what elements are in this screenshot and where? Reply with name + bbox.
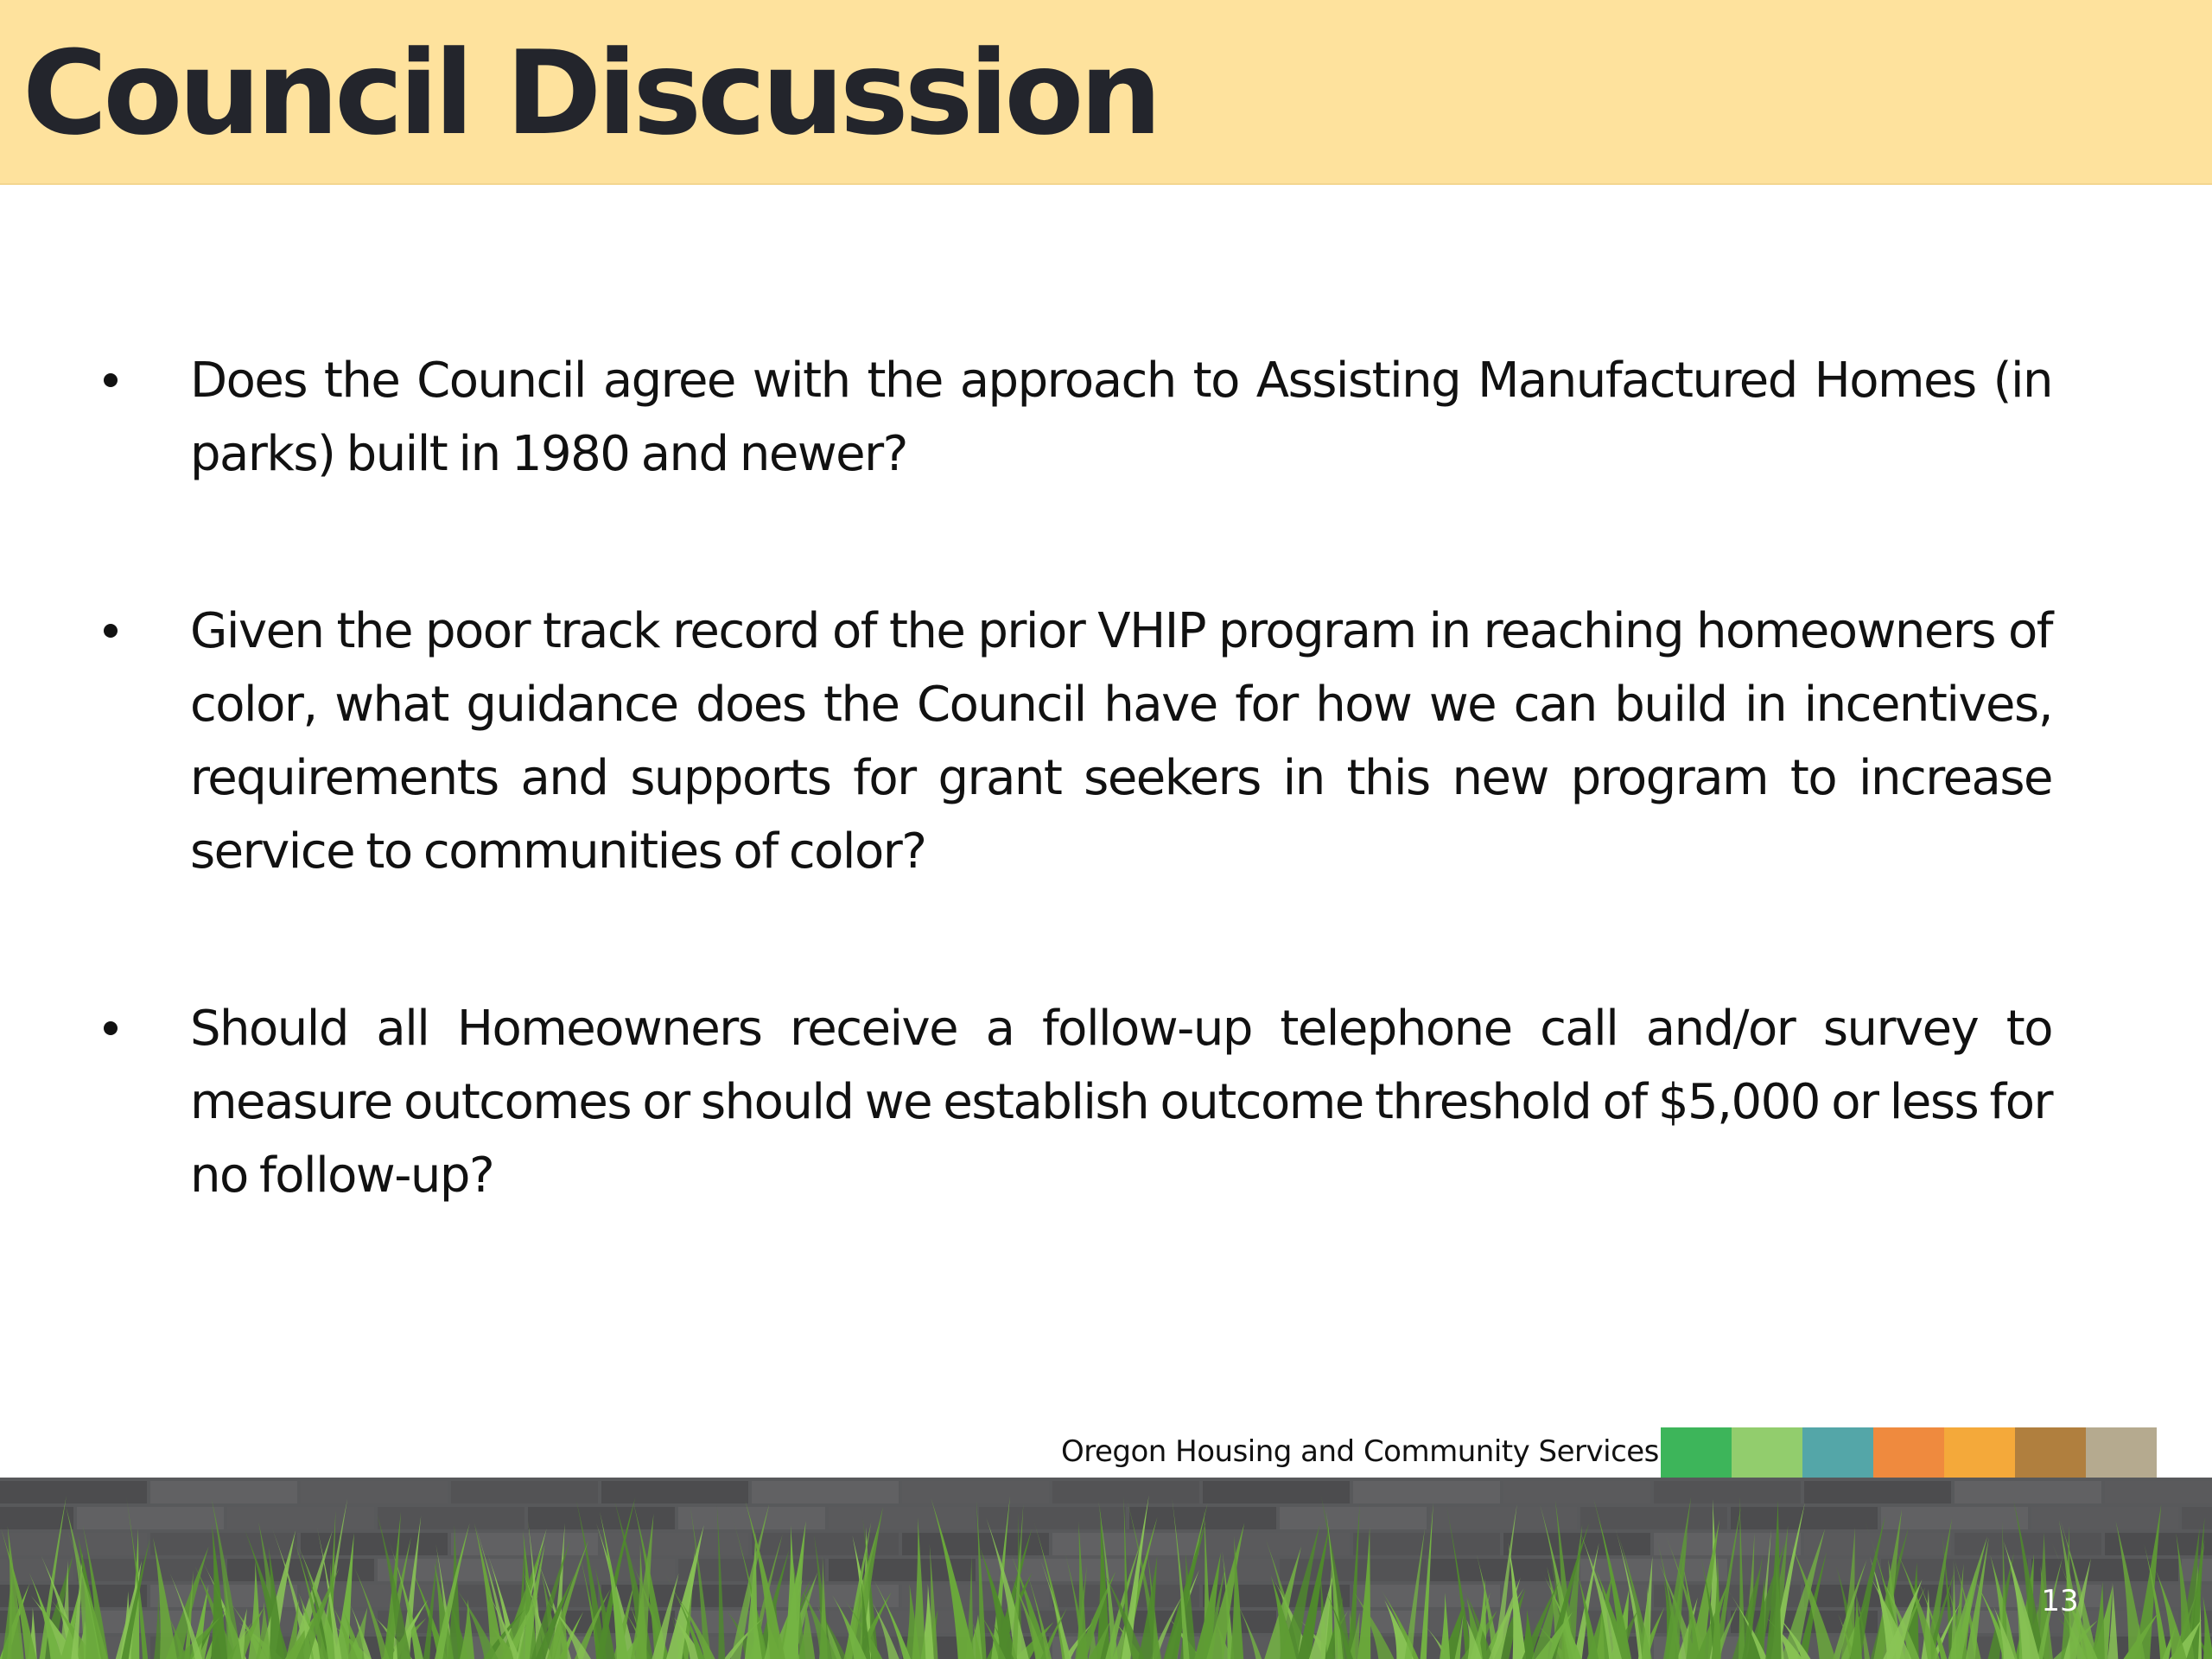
brick [1654, 1481, 1801, 1503]
brick [1580, 1507, 1727, 1529]
brick [1955, 1481, 2101, 1503]
brick [2031, 1507, 2178, 1529]
brick-wall-grass-footer [0, 1478, 2212, 1659]
brick [528, 1559, 675, 1581]
bullet-item [104, 992, 2052, 1212]
bullet-text: Does the Council agree with the approach to Assisting Manufactured Homes (in parks) built in 1980 and newer? [190, 353, 2052, 482]
bullet-item [104, 594, 2052, 888]
brick [150, 1533, 297, 1555]
brick [1280, 1507, 1427, 1529]
brick [1129, 1507, 1276, 1529]
brand-color-bar [1661, 1427, 2157, 1478]
brick [227, 1507, 374, 1529]
brick [829, 1507, 976, 1529]
brick [1804, 1481, 1951, 1503]
brick [77, 1507, 224, 1529]
brick [1503, 1481, 1650, 1503]
color-swatch [1732, 1427, 1802, 1478]
brick [902, 1481, 1049, 1503]
brick [752, 1481, 899, 1503]
color-swatch [1661, 1427, 1732, 1478]
brick [1353, 1481, 1500, 1503]
bullet-dot-icon [104, 1021, 118, 1035]
slide-title: Council Discussion [22, 26, 1158, 161]
brick [2182, 1507, 2212, 1529]
bullet-item [104, 344, 2052, 491]
brick [1129, 1559, 1276, 1581]
bullet-text: Should all Homeowners receive a follow-up telephone call and/or survey to measure outcomes or should we establish outcome threshold of $5,000 or less for no follow-up? [190, 1001, 2052, 1204]
title-band [0, 0, 2212, 185]
brick [1503, 1533, 1650, 1555]
brick [1731, 1507, 1878, 1529]
discussion-questions [104, 344, 2052, 1212]
brick [378, 1559, 524, 1581]
brick [601, 1481, 748, 1503]
organization-name: Oregon Housing and Community Services [1061, 1434, 1659, 1469]
brick [1881, 1559, 2028, 1581]
brick [1052, 1481, 1199, 1503]
brick [979, 1507, 1126, 1529]
color-swatch [1873, 1427, 1944, 1478]
bullet-dot-icon [104, 624, 118, 638]
color-swatch [2015, 1427, 2086, 1478]
brick [150, 1481, 297, 1503]
brick [1280, 1559, 1427, 1581]
brick [1881, 1507, 2028, 1529]
brick [451, 1481, 598, 1503]
bullet-text: Given the poor track record of the prior VHIP program in reaching homeowners of color, what guidance does the Council have for how we can build in incentives, requirements and supports for grant seekers in this new program to increase service to communities of color? [190, 603, 2052, 880]
color-swatch [2086, 1427, 2157, 1478]
brick [301, 1481, 448, 1503]
brick [1430, 1507, 1577, 1529]
brick [1203, 1481, 1350, 1503]
color-swatch [1802, 1427, 1873, 1478]
brick [1353, 1533, 1500, 1555]
brick [0, 1481, 147, 1503]
brick [301, 1533, 448, 1555]
color-swatch [1944, 1427, 2015, 1478]
brick [1955, 1533, 2101, 1555]
bullet-dot-icon [104, 373, 118, 387]
brick [2105, 1481, 2212, 1503]
page-number: 13 [2041, 1584, 2079, 1618]
